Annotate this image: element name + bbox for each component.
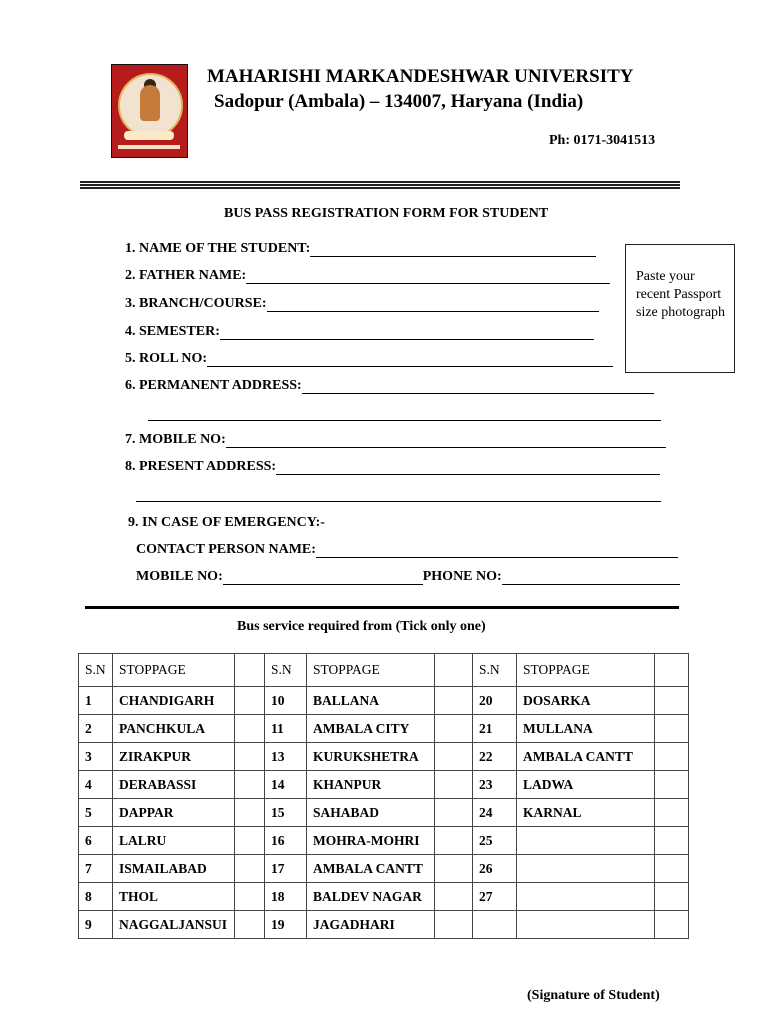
emergency-phone-line[interactable]: [502, 570, 680, 585]
present-address-field[interactable]: [125, 459, 660, 475]
university-logo: [111, 64, 188, 158]
serial-number-cell: 13: [265, 743, 307, 771]
table-row: [79, 911, 689, 939]
photo-box-instruction: Paste your recent Passport size photograph: [636, 269, 726, 320]
tick-checkbox-cell[interactable]: [435, 687, 473, 715]
stoppage-name-cell: AMBALA CANTT: [307, 855, 435, 883]
form-title: BUS PASS REGISTRATION FORM FOR STUDENT: [224, 206, 549, 221]
serial-column-header: S.N: [473, 654, 517, 687]
tick-checkbox-cell[interactable]: [655, 827, 689, 855]
serial-number-cell: 19: [265, 911, 307, 939]
stoppage-column-header: STOPPAGE: [517, 654, 655, 687]
serial-number-cell: 6: [79, 827, 113, 855]
section-divider: [85, 606, 679, 609]
student-signature-label: (Signature of Student): [527, 988, 660, 1003]
serial-number-cell: 3: [79, 743, 113, 771]
serial-number-cell: 16: [265, 827, 307, 855]
tick-checkbox-cell[interactable]: [435, 827, 473, 855]
stoppage-name-cell: DAPPAR: [113, 799, 235, 827]
serial-number-cell: 17: [265, 855, 307, 883]
tick-checkbox-cell[interactable]: [235, 799, 265, 827]
stoppage-name-cell: AMBALA CITY: [307, 715, 435, 743]
contact-person-field[interactable]: [136, 542, 678, 558]
serial-column-header: S.N: [265, 654, 307, 687]
semester-label: 4. SEMESTER:: [125, 324, 220, 339]
stoppage-column-header: STOPPAGE: [113, 654, 235, 687]
serial-number-cell: 5: [79, 799, 113, 827]
tick-checkbox-cell[interactable]: [435, 715, 473, 743]
university-address: Sadopur (Ambala) – 134007, Haryana (India): [214, 91, 584, 112]
emergency-contact-field[interactable]: [136, 569, 680, 585]
serial-number-cell: 23: [473, 771, 517, 799]
stoppage-name-cell: KURUKSHETRA: [307, 743, 435, 771]
tick-checkbox-cell[interactable]: [655, 855, 689, 883]
tick-checkbox-cell[interactable]: [655, 743, 689, 771]
mobile-no-label: 7. MOBILE NO:: [125, 432, 226, 447]
table-header-row: [79, 654, 689, 687]
serial-number-cell: 26: [473, 855, 517, 883]
stoppage-name-cell: PANCHKULA: [113, 715, 235, 743]
father-name-label: 2. FATHER NAME:: [125, 268, 247, 283]
stoppage-name-cell: CHANDIGARH: [113, 687, 235, 715]
serial-number-cell: 18: [265, 883, 307, 911]
serial-column-header: S.N: [79, 654, 113, 687]
serial-number-cell: 2: [79, 715, 113, 743]
stoppage-name-cell: DERABASSI: [113, 771, 235, 799]
passport-photo-box[interactable]: [625, 244, 735, 373]
stoppage-column-header: STOPPAGE: [307, 654, 435, 687]
stoppage-name-cell: LALRU: [113, 827, 235, 855]
tick-checkbox-cell[interactable]: [655, 687, 689, 715]
serial-number-cell: 25: [473, 827, 517, 855]
permanent-address-field[interactable]: [125, 378, 654, 394]
contact-person-label: CONTACT PERSON NAME:: [136, 542, 316, 557]
logo-emblem: [118, 73, 183, 138]
serial-number-cell: 21: [473, 715, 517, 743]
emergency-phone-label: PHONE NO:: [422, 569, 502, 584]
stoppage-name-cell: LADWA: [517, 771, 655, 799]
tick-checkbox-cell[interactable]: [435, 743, 473, 771]
table-row: [79, 855, 689, 883]
present-address-line[interactable]: [276, 460, 660, 475]
stoppage-name-cell: [517, 911, 655, 939]
serial-number-cell: 24: [473, 799, 517, 827]
stoppage-name-cell: BALDEV NAGAR: [307, 883, 435, 911]
tick-checkbox-cell[interactable]: [235, 771, 265, 799]
serial-number-cell: 11: [265, 715, 307, 743]
table-row: [79, 827, 689, 855]
university-name: MAHARISHI MARKANDESHWAR UNIVERSITY: [207, 66, 634, 87]
student-name-field[interactable]: [125, 241, 596, 257]
stoppage-name-cell: BALLANA: [307, 687, 435, 715]
roll-no-line[interactable]: [207, 352, 613, 367]
tick-checkbox-cell[interactable]: [235, 743, 265, 771]
table-row: [79, 743, 689, 771]
serial-number-cell: 1: [79, 687, 113, 715]
tick-checkbox-cell[interactable]: [235, 911, 265, 939]
stoppage-name-cell: AMBALA CANTT: [517, 743, 655, 771]
stoppage-name-cell: [517, 883, 655, 911]
semester-field[interactable]: [125, 324, 594, 340]
serial-number-cell: 10: [265, 687, 307, 715]
serial-number-cell: 20: [473, 687, 517, 715]
header-divider: [80, 181, 680, 189]
tick-checkbox-cell[interactable]: [435, 911, 473, 939]
tick-checkbox-cell[interactable]: [235, 855, 265, 883]
permanent-address-line[interactable]: [302, 379, 654, 394]
tick-checkbox-cell[interactable]: [655, 771, 689, 799]
tick-checkbox-cell[interactable]: [435, 771, 473, 799]
bus-service-heading: Bus service required from (Tick only one): [237, 619, 486, 634]
serial-number-cell: 14: [265, 771, 307, 799]
stoppage-name-cell: SAHABAD: [307, 799, 435, 827]
present-address-label: 8. PRESENT ADDRESS:: [125, 459, 277, 474]
emergency-mobile-label: MOBILE NO:: [136, 569, 223, 584]
tick-checkbox-cell[interactable]: [435, 883, 473, 911]
stoppage-name-cell: KHANPUR: [307, 771, 435, 799]
father-name-line[interactable]: [246, 269, 610, 284]
tick-checkbox-cell[interactable]: [235, 827, 265, 855]
stoppage-table: [78, 653, 689, 939]
tick-checkbox-cell[interactable]: [435, 799, 473, 827]
father-name-field[interactable]: [125, 268, 610, 284]
stoppage-name-cell: ISMAILABAD: [113, 855, 235, 883]
table-row: [79, 687, 689, 715]
mobile-no-field[interactable]: [125, 432, 666, 448]
serial-number-cell: 22: [473, 743, 517, 771]
tick-checkbox-cell[interactable]: [655, 799, 689, 827]
roll-no-field[interactable]: [125, 351, 613, 367]
table-row: [79, 715, 689, 743]
tick-checkbox-cell[interactable]: [235, 883, 265, 911]
tick-column-header: [435, 654, 473, 687]
present-address-line-2[interactable]: [136, 500, 661, 502]
table-row: [79, 799, 689, 827]
stoppage-name-cell: JAGADHARI: [307, 911, 435, 939]
serial-number-cell: 8: [79, 883, 113, 911]
tick-checkbox-cell[interactable]: [435, 855, 473, 883]
stoppage-name-cell: [517, 855, 655, 883]
serial-number-cell: 4: [79, 771, 113, 799]
tick-checkbox-cell[interactable]: [235, 715, 265, 743]
branch-line[interactable]: [267, 297, 599, 312]
stoppage-name-cell: MULLANA: [517, 715, 655, 743]
emergency-heading: [128, 515, 325, 531]
tick-column-header: [655, 654, 689, 687]
contact-person-line[interactable]: [316, 543, 678, 558]
table-row: [79, 771, 689, 799]
student-name-label: 1. NAME OF THE STUDENT:: [125, 241, 311, 256]
branch-field[interactable]: [125, 296, 599, 312]
serial-number-cell: 9: [79, 911, 113, 939]
table-row: [79, 883, 689, 911]
permanent-address-line-2[interactable]: [148, 419, 661, 421]
stoppage-name-cell: DOSARKA: [517, 687, 655, 715]
tick-column-header: [235, 654, 265, 687]
branch-label: 3. BRANCH/COURSE:: [125, 296, 267, 311]
stoppage-name-cell: MOHRA-MOHRI: [307, 827, 435, 855]
emergency-label: 9. IN CASE OF EMERGENCY:-: [128, 515, 325, 530]
semester-line[interactable]: [220, 325, 594, 340]
serial-number-cell: 27: [473, 883, 517, 911]
serial-number-cell: 15: [265, 799, 307, 827]
stoppage-name-cell: THOL: [113, 883, 235, 911]
tick-checkbox-cell[interactable]: [655, 715, 689, 743]
permanent-address-label: 6. PERMANENT ADDRESS:: [125, 378, 302, 393]
stoppage-name-cell: NAGGALJANSUI: [113, 911, 235, 939]
university-phone: Ph: 0171-3041513: [549, 133, 656, 148]
stoppage-name-cell: KARNAL: [517, 799, 655, 827]
tick-checkbox-cell[interactable]: [655, 883, 689, 911]
tick-checkbox-cell[interactable]: [235, 687, 265, 715]
stoppage-name-cell: [517, 827, 655, 855]
tick-checkbox-cell[interactable]: [655, 911, 689, 939]
student-name-line[interactable]: [310, 242, 596, 257]
serial-number-cell: [473, 911, 517, 939]
emergency-mobile-line[interactable]: [223, 570, 423, 585]
roll-no-label: 5. ROLL NO:: [125, 351, 208, 366]
serial-number-cell: 7: [79, 855, 113, 883]
mobile-no-line[interactable]: [226, 433, 666, 448]
stoppage-name-cell: ZIRAKPUR: [113, 743, 235, 771]
